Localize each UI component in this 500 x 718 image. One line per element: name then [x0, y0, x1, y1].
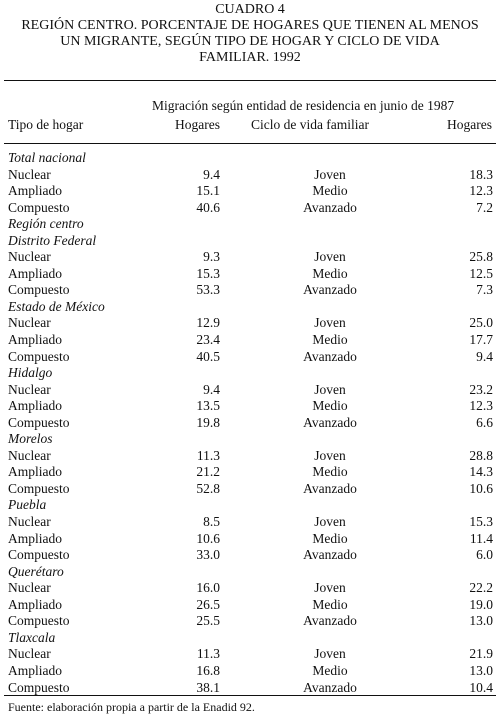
table-row — [0, 514, 500, 531]
hogares-1-cell: 23.4 — [196, 332, 220, 348]
title-line-3: UN MIGRANTE, SEGÚN TIPO DE HOGAR Y CICLO DE VIDA — [60, 34, 440, 49]
table-row — [0, 680, 500, 697]
tipo-de-hogar-cell: Nuclear — [8, 249, 51, 265]
table-row — [0, 464, 500, 481]
hogares-2-cell: 15.3 — [469, 514, 493, 530]
hogares-1-cell: 9.4 — [203, 381, 220, 397]
section-label: Hidalgo — [8, 365, 53, 381]
section-label: Total nacional — [8, 150, 86, 165]
tipo-de-hogar-cell: Nuclear — [8, 514, 51, 530]
table-row — [0, 547, 500, 564]
ciclo-de-vida-cell: Avanzado — [303, 613, 357, 629]
hogares-2-cell: 6.6 — [476, 414, 493, 430]
hogares-1-cell: 9.3 — [203, 249, 220, 265]
table-row — [0, 349, 500, 366]
header-tipo-de-hogar: Tipo de hogar — [8, 117, 84, 132]
tipo-de-hogar-cell: Nuclear — [8, 315, 51, 331]
ciclo-de-vida-cell: Avanzado — [303, 348, 357, 364]
ciclo-de-vida-cell: Joven — [314, 381, 346, 397]
section-label: Distrito Federal — [8, 232, 97, 248]
ciclo-de-vida-cell: Avanzado — [303, 679, 357, 695]
hogares-1-cell: 52.8 — [196, 480, 220, 496]
hogares-2-cell: 17.7 — [469, 332, 493, 348]
hogares-2-cell: 25.8 — [469, 249, 493, 265]
section-header-row — [0, 233, 500, 250]
super-header: Migración según entidad de residencia en junio de 1987 — [152, 98, 455, 113]
header-hogares-2: Hogares — [447, 117, 492, 132]
ciclo-de-vida-cell: Joven — [314, 447, 346, 463]
ciclo-de-vida-cell: Joven — [314, 166, 346, 182]
hogares-1-cell: 10.6 — [196, 530, 220, 546]
table-row — [0, 200, 500, 217]
table-row — [0, 646, 500, 663]
hogares-1-cell: 16.8 — [196, 662, 220, 678]
section-label: Querétaro — [8, 563, 64, 579]
source-note: Fuente: elaboración propia a partir de la Enadid 92. — [8, 700, 255, 714]
hogares-2-cell: 23.2 — [469, 381, 493, 397]
ciclo-de-vida-cell: Joven — [314, 249, 346, 265]
table-title — [0, 2, 500, 66]
table-row — [0, 183, 500, 200]
hogares-2-cell: 13.0 — [469, 662, 493, 678]
tipo-de-hogar-cell: Compuesto — [8, 547, 70, 563]
top-rule — [4, 80, 496, 81]
hogares-1-cell: 19.8 — [196, 414, 220, 430]
hogares-1-cell: 40.6 — [196, 199, 220, 215]
ciclo-de-vida-cell: Joven — [314, 315, 346, 331]
ciclo-de-vida-cell: Medio — [312, 662, 348, 678]
table-row — [0, 382, 500, 399]
ciclo-de-vida-cell: Joven — [314, 580, 346, 596]
hogares-1-cell: 13.5 — [196, 398, 220, 414]
hogares-2-cell: 9.4 — [476, 348, 493, 364]
ciclo-de-vida-cell: Avanzado — [303, 480, 357, 496]
title-line-1: CUADRO 4 — [215, 2, 285, 17]
tipo-de-hogar-cell: Compuesto — [8, 679, 70, 695]
ciclo-de-vida-cell: Medio — [312, 464, 348, 480]
tipo-de-hogar-cell: Ampliado — [8, 530, 62, 546]
ciclo-de-vida-cell: Avanzado — [303, 199, 357, 215]
hogares-1-cell: 8.5 — [203, 514, 220, 530]
tipo-de-hogar-cell: Ampliado — [8, 183, 62, 199]
section-header-row — [0, 365, 500, 382]
hogares-2-cell: 18.3 — [469, 166, 493, 182]
hogares-2-cell: 22.2 — [469, 580, 493, 596]
ciclo-de-vida-cell: Medio — [312, 596, 348, 612]
table-row — [0, 282, 500, 299]
section-header-row — [0, 630, 500, 647]
hogares-1-cell: 38.1 — [196, 679, 220, 695]
section-label: Tlaxcala — [8, 629, 56, 645]
hogares-1-cell: 15.1 — [196, 183, 220, 199]
title-line-4: FAMILIAR. 1992 — [199, 50, 301, 65]
hogares-2-cell: 12.5 — [469, 265, 493, 281]
ciclo-de-vida-cell: Joven — [314, 514, 346, 530]
section-label: Morelos — [8, 431, 53, 447]
tipo-de-hogar-cell: Ampliado — [8, 398, 62, 414]
hogares-2-cell: 19.0 — [469, 596, 493, 612]
table-row — [0, 613, 500, 630]
ciclo-de-vida-cell: Avanzado — [303, 414, 357, 430]
hogares-1-cell: 16.0 — [196, 580, 220, 596]
hogares-1-cell: 40.5 — [196, 348, 220, 364]
section-label: Estado de México — [8, 298, 105, 314]
tipo-de-hogar-cell: Compuesto — [8, 348, 70, 364]
hogares-2-cell: 12.3 — [469, 398, 493, 414]
header-ciclo-de-vida: Ciclo de vida familiar — [250, 117, 370, 132]
hogares-1-cell: 33.0 — [196, 547, 220, 563]
tipo-de-hogar-cell: Nuclear — [8, 166, 51, 182]
tipo-de-hogar-cell: Ampliado — [8, 332, 62, 348]
table-row — [0, 481, 500, 498]
tipo-de-hogar-cell: Ampliado — [8, 662, 62, 678]
section-header-row — [0, 216, 500, 233]
bottom-rule — [4, 695, 496, 696]
hogares-2-cell: 7.3 — [476, 282, 493, 298]
hogares-1-cell: 9.4 — [203, 166, 220, 182]
table-row — [0, 315, 500, 332]
tipo-de-hogar-cell: Ampliado — [8, 464, 62, 480]
table-row — [0, 531, 500, 548]
section-label: Puebla — [8, 497, 47, 513]
table-row — [0, 167, 500, 184]
ciclo-de-vida-cell: Medio — [312, 530, 348, 546]
header-rule — [4, 143, 496, 144]
tipo-de-hogar-cell: Compuesto — [8, 414, 70, 430]
ciclo-de-vida-cell: Avanzado — [303, 547, 357, 563]
hogares-2-cell: 12.3 — [469, 183, 493, 199]
section-header-row — [0, 564, 500, 581]
table-row — [0, 249, 500, 266]
table-row — [0, 266, 500, 283]
hogares-1-cell: 21.2 — [196, 464, 220, 480]
table-row — [0, 597, 500, 614]
tipo-de-hogar-cell: Compuesto — [8, 480, 70, 496]
tipo-de-hogar-cell: Compuesto — [8, 613, 70, 629]
section-header-row — [0, 150, 500, 167]
section-header-row — [0, 497, 500, 514]
hogares-1-cell: 25.5 — [196, 613, 220, 629]
tipo-de-hogar-cell: Nuclear — [8, 646, 51, 662]
section-header-row — [0, 431, 500, 448]
hogares-1-cell: 26.5 — [196, 596, 220, 612]
ciclo-de-vida-cell: Avanzado — [303, 282, 357, 298]
table-row — [0, 663, 500, 680]
table-row — [0, 448, 500, 465]
hogares-2-cell: 28.8 — [469, 447, 493, 463]
header-hogares-1: Hogares — [175, 117, 220, 132]
tipo-de-hogar-cell: Ampliado — [8, 596, 62, 612]
title-line-2: REGIÓN CENTRO. PORCENTAJE DE HOGARES QUE TIENEN AL MENOS — [21, 18, 479, 33]
hogares-2-cell: 7.2 — [476, 199, 493, 215]
tipo-de-hogar-cell: Compuesto — [8, 282, 70, 298]
hogares-1-cell: 11.3 — [196, 447, 220, 463]
tipo-de-hogar-cell: Nuclear — [8, 381, 51, 397]
hogares-2-cell: 13.0 — [469, 613, 493, 629]
ciclo-de-vida-cell: Medio — [312, 332, 348, 348]
table-row — [0, 332, 500, 349]
hogares-2-cell: 21.9 — [469, 646, 493, 662]
section-label: Región centro — [8, 216, 84, 232]
hogares-2-cell: 11.4 — [469, 530, 493, 546]
tipo-de-hogar-cell: Compuesto — [8, 199, 70, 215]
hogares-1-cell: 12.9 — [196, 315, 220, 331]
hogares-2-cell: 6.0 — [476, 547, 493, 563]
hogares-2-cell: 25.0 — [469, 315, 493, 331]
hogares-1-cell: 53.3 — [196, 282, 220, 298]
hogares-2-cell: 10.6 — [469, 480, 493, 496]
hogares-1-cell: 11.3 — [196, 646, 220, 662]
ciclo-de-vida-cell: Medio — [312, 183, 348, 199]
tipo-de-hogar-cell: Ampliado — [8, 265, 62, 281]
hogares-2-cell: 10.4 — [469, 679, 493, 695]
table-body — [0, 150, 500, 696]
ciclo-de-vida-cell: Medio — [312, 265, 348, 281]
section-header-row — [0, 299, 500, 316]
table-row — [0, 415, 500, 432]
tipo-de-hogar-cell: Nuclear — [8, 580, 51, 596]
hogares-1-cell: 15.3 — [196, 265, 220, 281]
tipo-de-hogar-cell: Nuclear — [8, 447, 51, 463]
hogares-2-cell: 14.3 — [469, 464, 493, 480]
table-row — [0, 398, 500, 415]
ciclo-de-vida-cell: Joven — [314, 646, 346, 662]
table-row — [0, 580, 500, 597]
ciclo-de-vida-cell: Medio — [312, 398, 348, 414]
